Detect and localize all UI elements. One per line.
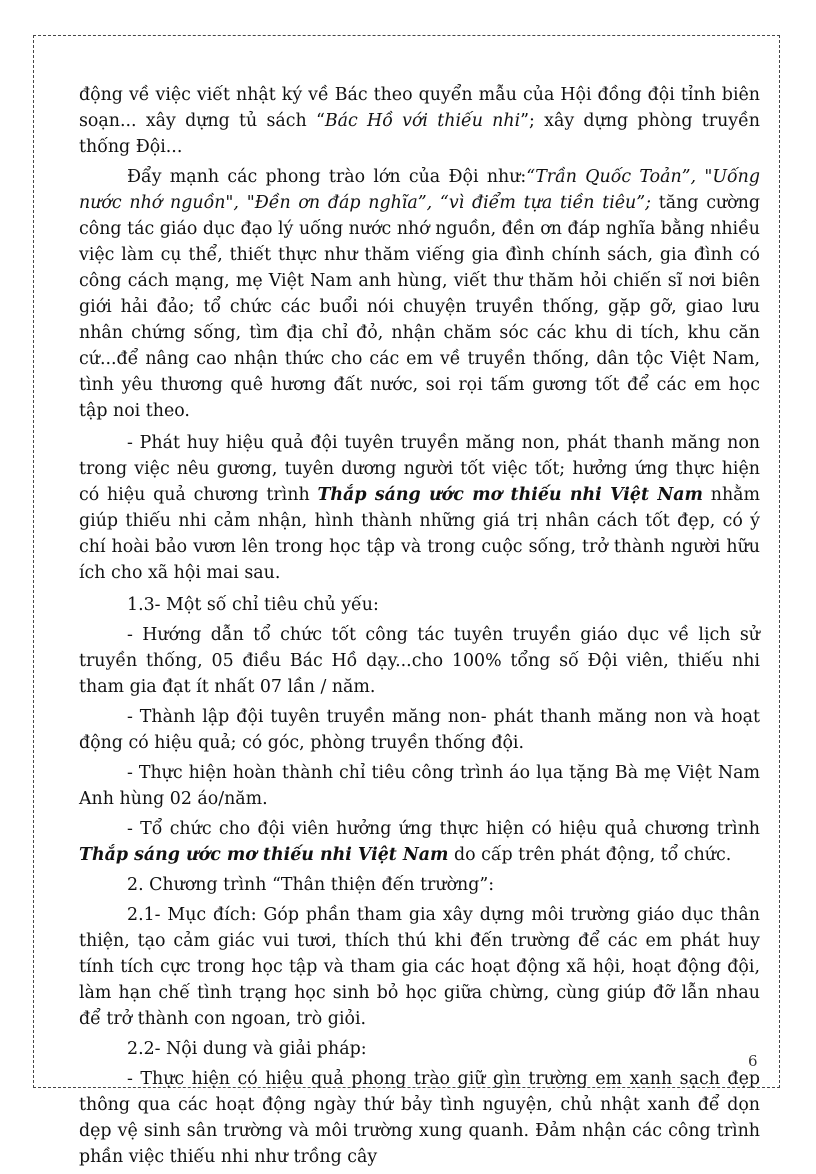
paragraph-2: Đẩy mạnh các phong trào lớn của Đội như:“Trần Quốc Toản”, "Uống nước nhớ nguồn", "Đền ơn đáp nghĩa”, “vì điểm tựa tiền tiêu”; tăng cường công tác giáo dục đạo lý uống nước nhớ nguồn, đền ơn đáp nghĩa bằng nhiều việc làm cụ thể, thiết thực như thăm viếng gia đình chính sách, gia đình có công cách mạng, mẹ Việt Nam anh hùng, viết thư thăm hỏi chiến sĩ nơi biên giới hải đảo; tổ chức các buổi nói chuyện truyền thống, gặp gỡ, giao lưu nhân chứng sống, tìm địa chỉ đỏ, nhận chăm sóc các khu di tích, khu căn cứ...để nâng cao nhận thức cho các em về truyền thống, dân tộc Việt Nam, tình yêu thương quê hương đất nước, soi rọi tấm gương tốt để các em học tập noi theo. bbox=[79, 167, 760, 421]
document-body bbox=[79, 82, 760, 1174]
paragraph-1: động về việc viết nhật ký về Bác theo quyển mẫu của Hội đồng đội tỉnh biên soạn... xây dựng tủ sách “Bác Hồ với thiếu nhi”; xây dựng phòng truyền thống Đội... bbox=[79, 85, 761, 157]
heading-2-2: 2.2- Nội dung và giải pháp: bbox=[127, 1039, 367, 1059]
paragraph-4: - Hướng dẫn tổ chức tốt công tác tuyên truyền giáo dục về lịch sử truyền thống, 05 điều Bác Hồ dạy...cho 100% tổng số Đội viên, thiếu nhi tham gia đạt ít nhất 07 lần / năm. bbox=[79, 625, 760, 697]
heading-1-3: 1.3- Một số chỉ tiêu chủ yếu: bbox=[127, 595, 379, 615]
paragraph-7: - Tổ chức cho đội viên hưởng ứng thực hiện có hiệu quả chương trình Thắp sáng ước mơ thiếu nhi Việt Nam do cấp trên phát động, tổ chức. bbox=[79, 819, 760, 865]
paragraph-5: - Thành lập đội tuyên truyền măng non- phát thanh măng non và hoạt động có hiệu quả; có góc, phòng truyền thống đội. bbox=[79, 707, 760, 753]
page-number: 6 bbox=[748, 1052, 758, 1070]
heading-2: 2. Chương trình “Thân thiện đến trường”: bbox=[127, 875, 495, 895]
paragraph-8: 2.1- Mục đích: Góp phần tham gia xây dựng môi trường giáo dục thân thiện, tạo cảm giác vui tươi, thích thú khi đến trường để các em phát huy tính tích cực trong học tập và tham gia các hoạt động xã hội, hoạt động đội, làm hạn chế tình trạng học sinh bỏ học giữa chừng, cùng giúp đỡ lẫn nhau để trở thành con ngoan, trò giỏi. bbox=[79, 905, 760, 1029]
paragraph-9: - Thực hiện có hiệu quả phong trào giữ gìn trường em xanh sạch đẹp thông qua các hoạt động ngày thứ bảy tình nguyện, chủ nhật xanh để dọn dẹp vệ sinh sân trường và môi trường xung quanh. Đảm nhận các công trình phần việc thiếu nhi như trồng cây bbox=[79, 1069, 760, 1167]
paragraph-3: - Phát huy hiệu quả đội tuyên truyền măng non, phát thanh măng non trong việc nêu gương, tuyên dương người tốt việc tốt; hưởng ứng thực hiện có hiệu quả chương trình Thắp sáng ước mơ thiếu nhi Việt Nam nhằm giúp thiếu nhi cảm nhận, hình thành những giá trị nhân cách tốt đẹp, có ý chí hoài bảo vươn lên trong học tập và trong cuộc sống, trở thành người hữu ích cho xã hội mai sau. bbox=[79, 433, 760, 583]
paragraph-6: - Thực hiện hoàn thành chỉ tiêu công trình áo lụa tặng Bà mẹ Việt Nam Anh hùng 02 áo/năm. bbox=[79, 763, 760, 809]
